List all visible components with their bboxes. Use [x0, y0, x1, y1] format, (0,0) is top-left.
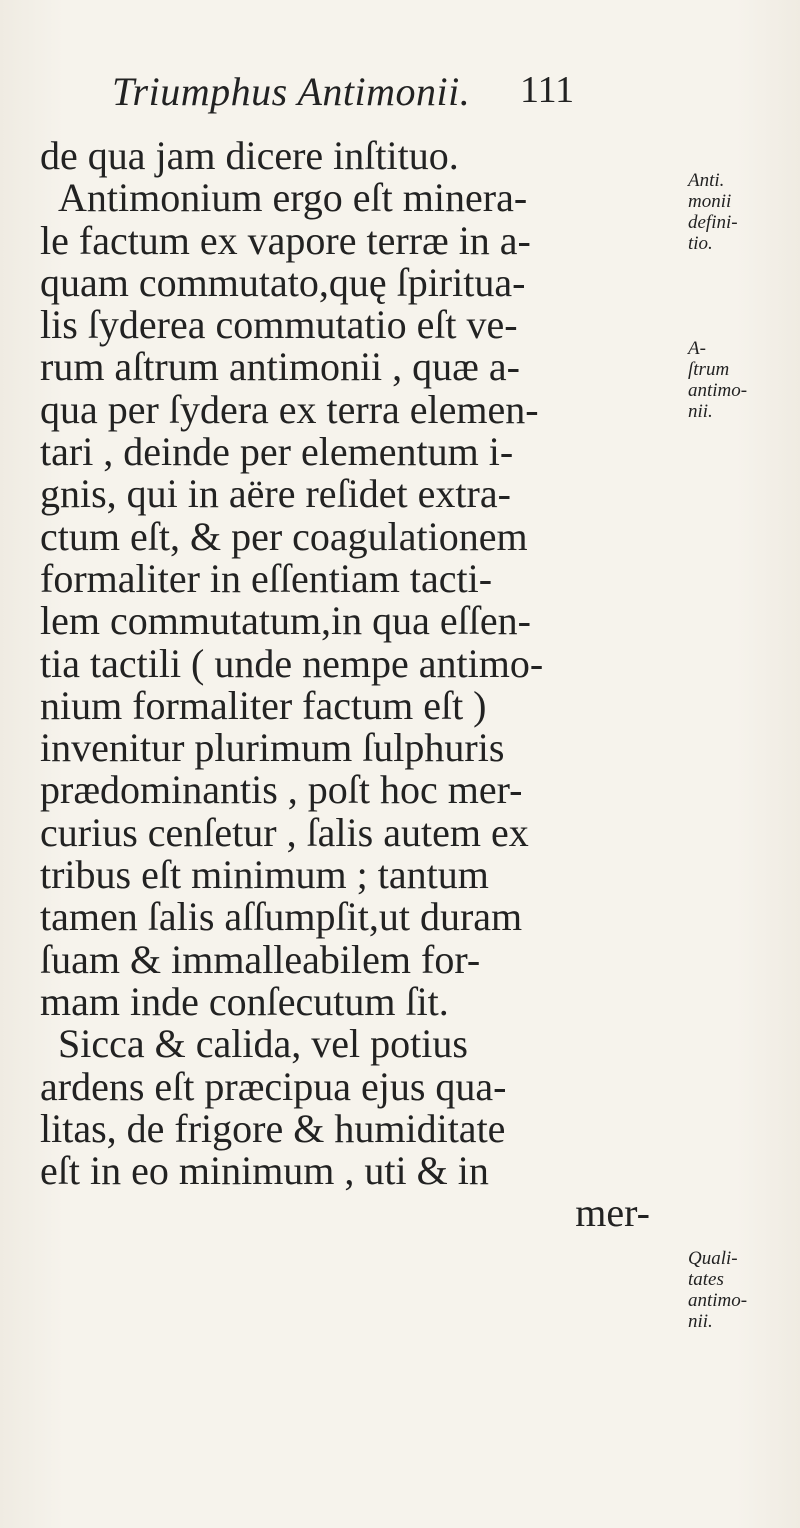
text-line: litas, de frigore & humiditate [40, 1105, 506, 1151]
note-line: antimo- [688, 1290, 748, 1311]
text-line: lis ſyderea commutatio eſt ve- [40, 302, 518, 348]
note-line: tates [688, 1269, 724, 1290]
text-line: nium formaliter factum eſt ) [40, 682, 487, 728]
text-line: Antimonium ergo eſt minera- [58, 175, 528, 221]
text-line: invenitur plurimum ſulphuris [40, 725, 505, 771]
text-line: gnis, qui in aëre reſidet extra- [40, 471, 511, 517]
text-line: tamen ſalis aſſumpſit,ut duram [40, 894, 523, 940]
text-line: Sicca & calida, vel potius [58, 1021, 468, 1067]
text-line: de qua jam dicere inſtituo. [40, 133, 459, 178]
margin-note-qualitates [688, 1248, 747, 1332]
text-line: eſt in eo minimum , uti & in [40, 1148, 489, 1194]
margin-note-definition [688, 170, 738, 254]
page-header [0, 68, 800, 118]
note-line: Quali- [688, 1248, 738, 1269]
text-line: mam inde conſecutum ſit. [40, 978, 449, 1024]
text-line: curius cenſetur , ſalis autem ex [40, 809, 529, 855]
text-line: rum aſtrum antimonii , quæ a- [40, 344, 520, 390]
running-title: Triumphus Antimonii. [112, 69, 471, 114]
body-text [40, 135, 680, 1235]
text-line: tia tactili ( unde nempe antimo- [40, 640, 544, 686]
note-line: A- [688, 338, 706, 359]
text-line: qua per ſydera ex terra elemen- [40, 386, 539, 432]
text-line: tribus eſt minimum ; tantum [40, 852, 489, 898]
text-line: quam commutato,quę ſpiritua- [40, 259, 526, 305]
note-line: nii. [688, 401, 713, 422]
text-line: ſuam & immalleabilem for- [40, 936, 481, 982]
text-line: tari , deinde per elementum i- [40, 429, 514, 475]
note-line: ſtrum [688, 359, 730, 380]
text-line: le factum ex vapore terræ in a- [40, 217, 531, 263]
text-line: formaliter in eſſentiam tacti- [40, 555, 493, 601]
text-line: prædominantis , poſt hoc mer- [40, 767, 523, 813]
note-line: Anti. [688, 170, 725, 191]
text-line: lem commutatum,in qua eſſen- [40, 598, 531, 644]
note-line: tio. [688, 233, 713, 254]
note-line: monii [688, 191, 732, 212]
page-number: 111 [520, 69, 575, 111]
margin-note-astrum [688, 338, 747, 422]
text-line: ardens eſt præcipua ejus qua- [40, 1063, 507, 1109]
catchword: mer- [575, 1190, 650, 1236]
text-line: ctum eſt, & per coagulationem [40, 513, 528, 559]
note-line: defini- [688, 212, 738, 233]
note-line: antimo- [688, 380, 748, 401]
note-line: nii. [688, 1311, 713, 1332]
